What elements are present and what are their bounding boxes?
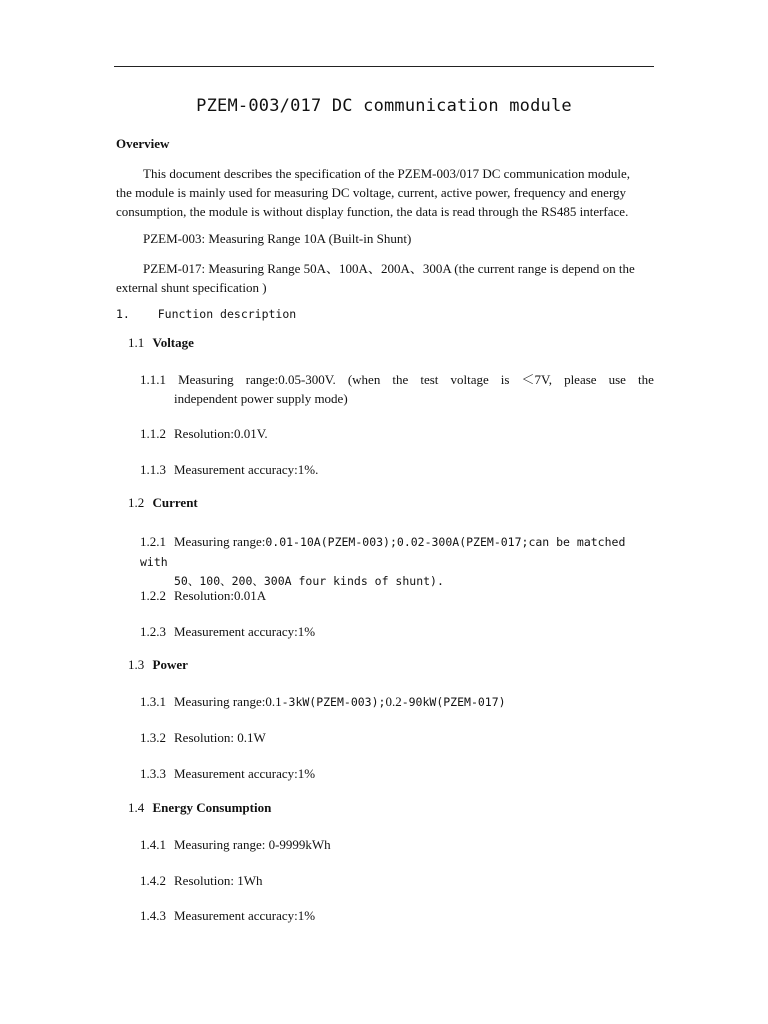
- power-title: Power: [152, 657, 188, 672]
- item-word: the: [638, 372, 654, 387]
- item-word: Measuring: [178, 372, 234, 387]
- energy-item-1: [140, 835, 654, 854]
- item-number: 1.1.1: [140, 372, 166, 387]
- item-text: Measuring range:0.1: [174, 694, 282, 709]
- item-word: (when: [347, 372, 381, 387]
- item-continuation: 50、100、200、300A four kinds of shunt).: [174, 574, 444, 588]
- item-text: Measurement accuracy:1%.: [174, 462, 319, 477]
- pzem017-line-2: external shunt specification ): [116, 280, 267, 295]
- energy-heading: [128, 800, 271, 816]
- item-text-mono: -90kW(PZEM-017): [401, 695, 506, 709]
- item-text-mono: -3kW(PZEM-003);: [281, 695, 386, 709]
- current-item-2: [140, 586, 654, 605]
- current-number: 1.2: [128, 495, 145, 510]
- power-heading: [128, 657, 188, 673]
- document-title: PZEM-003/017 DC communication module: [196, 96, 572, 116]
- voltage-item-2: [140, 424, 654, 443]
- pzem017-line-1: PZEM-017: Measuring Range 50A、100A、200A、300A (the current range is depend on the: [143, 261, 635, 276]
- pzem017-paragraph: [116, 259, 654, 297]
- section-1-number: 1.: [116, 307, 130, 321]
- item-number: 1.1.2: [140, 426, 166, 441]
- item-text: Measurement accuracy:1%: [174, 766, 316, 781]
- voltage-title: Voltage: [152, 335, 194, 350]
- item-number: 1.3.1: [140, 694, 166, 709]
- item-word: range:0.05-300V.: [245, 372, 336, 387]
- voltage-heading: [128, 335, 194, 351]
- item-number: 1.3.2: [140, 730, 166, 745]
- current-title: Current: [152, 495, 198, 510]
- overview-paragraph: [116, 164, 654, 221]
- voltage-number: 1.1: [128, 335, 145, 350]
- energy-title: Energy Consumption: [152, 800, 272, 815]
- item-text: Resolution: 0.1W: [174, 730, 266, 745]
- item-text: 0.2: [385, 694, 402, 709]
- item-word: is: [500, 372, 510, 387]
- item-word: voltage: [450, 372, 489, 387]
- item-number: 1.3.3: [140, 766, 166, 781]
- voltage-item-3: [140, 460, 654, 479]
- section-1-title: Function description: [157, 307, 297, 321]
- item-text: Resolution:0.01A: [174, 588, 267, 603]
- item-number: 1.4.1: [140, 837, 166, 852]
- item-text: Resolution: 1Wh: [174, 873, 263, 888]
- item-number: 1.2.1: [140, 534, 166, 549]
- item-word: use: [608, 372, 626, 387]
- item-text: Resolution:0.01V.: [174, 426, 268, 441]
- item-number: 1.1.3: [140, 462, 166, 477]
- item-number: 1.2.3: [140, 624, 166, 639]
- section-1-heading: [116, 306, 296, 323]
- item-word: the: [392, 372, 409, 387]
- item-text: Measurement accuracy:1%: [174, 624, 316, 639]
- energy-number: 1.4: [128, 800, 145, 815]
- current-item-1: [140, 532, 654, 591]
- header-rule: [114, 66, 654, 67]
- overview-line-3: consumption, the module is without display function, the data is read through the RS485 interface.: [116, 204, 629, 219]
- item-text: Measuring range:: [174, 534, 266, 549]
- power-number: 1.3: [128, 657, 145, 672]
- item-text-mono: 0.01-10A(PZEM-003);0.02-300A(PZEM-017;can be matched with: [140, 535, 626, 569]
- item-word: ＜7V,: [521, 372, 552, 387]
- item-number: 1.4.2: [140, 873, 166, 888]
- energy-item-2: [140, 871, 654, 890]
- overview-line-1: This document describes the specification of the PZEM-003/017 DC communication module,: [143, 166, 631, 181]
- current-heading: [128, 495, 198, 511]
- item-text: Measuring range: 0-9999kWh: [174, 837, 331, 852]
- voltage-item-1: [140, 370, 654, 408]
- power-item-3: [140, 764, 654, 783]
- current-item-3: [140, 622, 654, 641]
- item-continuation: independent power supply mode): [174, 391, 348, 406]
- overview-line-2: the module is mainly used for measuring DC voltage, current, active power, frequency and energy: [116, 185, 627, 200]
- power-item-1: [140, 692, 654, 712]
- item-word: test: [420, 372, 439, 387]
- pzem003-range: PZEM-003: Measuring Range 10A (Built-in Shunt): [143, 231, 412, 246]
- item-number: 1.2.2: [140, 588, 166, 603]
- power-item-2: [140, 728, 654, 747]
- overview-heading: Overview: [116, 136, 170, 151]
- energy-item-3: [140, 906, 654, 925]
- item-number: 1.4.3: [140, 908, 166, 923]
- item-text: Measurement accuracy:1%: [174, 908, 316, 923]
- item-word: please: [564, 372, 597, 387]
